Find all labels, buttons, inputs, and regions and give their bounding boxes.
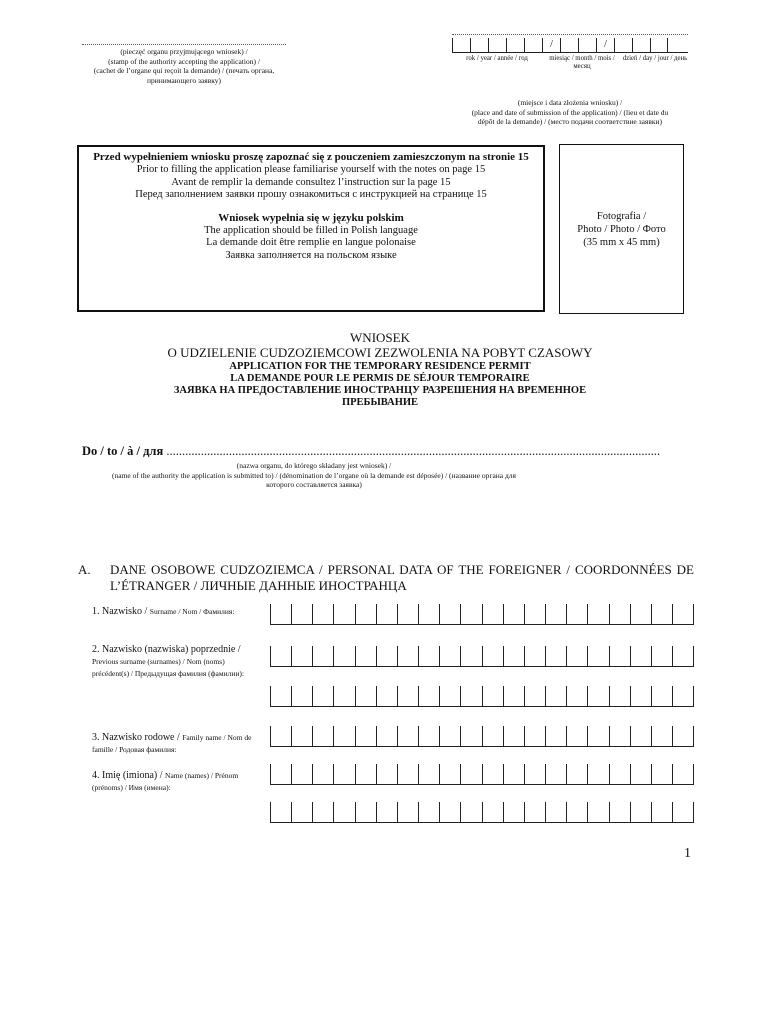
date-block: [452, 34, 688, 71]
stamp-caption-3: (cachet de l’organe qui reçoit la demande) / (печать органа,: [93, 66, 275, 75]
stamp-caption-4: принимающего заявку): [146, 75, 222, 85]
section-title: DANE OSOBOWE CUDZOZIEMCA / PERSONAL DATA OF THE FOREIGNER / COORDONNÉES DE L’ÉTRANGER / ЛИЧНЫЕ ДАННЫЕ ИНОСТРАНЦА: [110, 562, 694, 593]
family-name-label-pl: 3. Nazwisko rodowe /: [92, 732, 180, 743]
date-boxes[interactable]: [452, 38, 688, 53]
stamp-caption-2: (stamp of the authority accepting the application) /: [108, 56, 260, 66]
form-title: [80, 330, 680, 409]
date-captions: [452, 55, 688, 71]
family-name-label: [92, 732, 262, 756]
previous-surname-grid-1[interactable]: [270, 646, 694, 667]
given-names-label-other: Name (names) / Prénom (prénoms) / Имя (имена):: [92, 771, 239, 792]
stamp-line: [82, 44, 286, 45]
year-caption: rok / year / année / год: [466, 55, 528, 62]
notice-fr: Avant de remplir la demande consultez l’instruction sur la page 15: [171, 176, 451, 188]
surname-grid[interactable]: [270, 604, 694, 625]
day-caption: dzień / day / jour / день: [622, 55, 688, 62]
notice-en: Prior to filling the application please familiarise yourself with the notes on page 15: [136, 164, 486, 175]
addressee-label: Do / to / à / для: [82, 444, 164, 458]
photo-label-2: Photo / Photo / Фото: [577, 223, 666, 235]
date-dotted-line: [452, 34, 688, 35]
instructions-box: [77, 145, 545, 312]
surname-label: [92, 606, 262, 618]
month-caption: miesiąc / month / mois / месяц: [549, 55, 615, 70]
addressee-dotted-line[interactable]: ..............................................................................................................................................................: [166, 444, 661, 458]
day-box[interactable]: [632, 38, 650, 52]
language-ru: Заявка заполняется на польском языке: [225, 249, 397, 261]
surname-label-pl: 1. Nazwisko /: [92, 606, 148, 617]
year-box[interactable]: [470, 38, 488, 52]
given-names-label-pl: 4. Imię (imiona) /: [92, 770, 163, 781]
family-name-label-other: Family name / Nom de famille / Родовая фамилия:: [92, 733, 252, 754]
language-heading-pl: Wniosek wypełnia się w języku polskim: [218, 211, 404, 224]
title-pl: O UDZIELENIE CUDZOZIEMCOWI ZEZWOLENIA NA POBYT CZASOWY: [167, 345, 593, 360]
language-fr: La demande doit être remplie en langue polonaise: [206, 237, 416, 248]
day-box[interactable]: [650, 38, 668, 52]
photo-box[interactable]: [559, 144, 684, 314]
year-box[interactable]: [452, 38, 470, 52]
previous-surname-label: [92, 644, 262, 680]
section-a-heading: [78, 562, 694, 594]
addressee-caption-2: (name of the authority the application is submitted to) / (dénomination de l’organe où la demande est déposée) / (название органа для: [112, 470, 516, 480]
page-number: 1: [684, 846, 691, 861]
notice-heading-pl: Przed wypełnieniem wniosku proszę zapoznać się z pouczeniem zamieszczonym na stronie 15: [93, 151, 529, 163]
previous-surname-label-pl: 2. Nazwisko (nazwiska) poprzednie /: [92, 644, 241, 655]
month-box[interactable]: [560, 38, 578, 52]
title-wniosek: WNIOSEK: [350, 330, 410, 345]
title-ru-2: ПРЕБЫВАНИЕ: [341, 397, 419, 408]
addressee-caption-3: которого составляется заявка): [266, 480, 362, 489]
day-box[interactable]: [614, 38, 632, 52]
place-caption-3: dépôt de la demande) / (место подачи соответствие заявки): [477, 117, 663, 126]
previous-surname-grid-2[interactable]: [270, 686, 694, 707]
notice-ru: Перед заполнением заявки прошу ознакомиться с инструкцией на странице 15: [135, 189, 487, 200]
photo-size: (35 mm x 45 mm): [583, 236, 660, 248]
language-en: The application should be filled in Polish language: [204, 224, 418, 236]
addressee-caption: [80, 461, 548, 490]
addressee-caption-1: (nazwa organu, do którego składany jest wniosek) /: [236, 461, 392, 470]
given-names-label: [92, 770, 262, 794]
given-names-grid-2[interactable]: [270, 802, 694, 823]
stamp-caption-1: (pieczęć organu przyjmującego wniosek) /: [120, 47, 248, 56]
place-caption-1: (miejsce i data złożenia wniosku) /: [517, 98, 623, 107]
year-box[interactable]: [506, 38, 524, 52]
date-separator: /: [542, 38, 560, 52]
title-en: APPLICATION FOR THE TEMPORARY RESIDENCE PERMIT: [229, 361, 531, 372]
stamp-block: [76, 44, 292, 85]
title-fr: LA DEMANDE POUR LE PERMIS DE SÉJOUR TEMPORAIRE: [230, 373, 530, 384]
month-box[interactable]: [578, 38, 596, 52]
place-caption-2: (place and date of submission of the application) / (lieu et date du: [471, 107, 669, 117]
previous-surname-label-other: Previous surname (surnames) / Nom (noms) précédent(s) / Предыдущая фамилия (фамилии):: [92, 657, 244, 678]
photo-label-1: Fotografia /: [596, 210, 647, 222]
year-box[interactable]: [488, 38, 506, 52]
section-letter: A.: [78, 562, 91, 577]
date-separator: /: [596, 38, 614, 52]
title-ru: ЗАЯВКА НА ПРЕДОСТАВЛЕНИЕ ИНОСТРАНЦУ РАЗРЕШЕНИЯ НА ВРЕМЕННОЕ: [173, 385, 587, 396]
year-box[interactable]: [524, 38, 542, 52]
given-names-grid-1[interactable]: [270, 764, 694, 785]
family-name-grid[interactable]: [270, 726, 694, 747]
surname-label-other: Surname / Nom / Фамилия:: [149, 607, 235, 616]
addressee-field[interactable]: [82, 444, 661, 459]
place-date-caption: [448, 98, 692, 127]
